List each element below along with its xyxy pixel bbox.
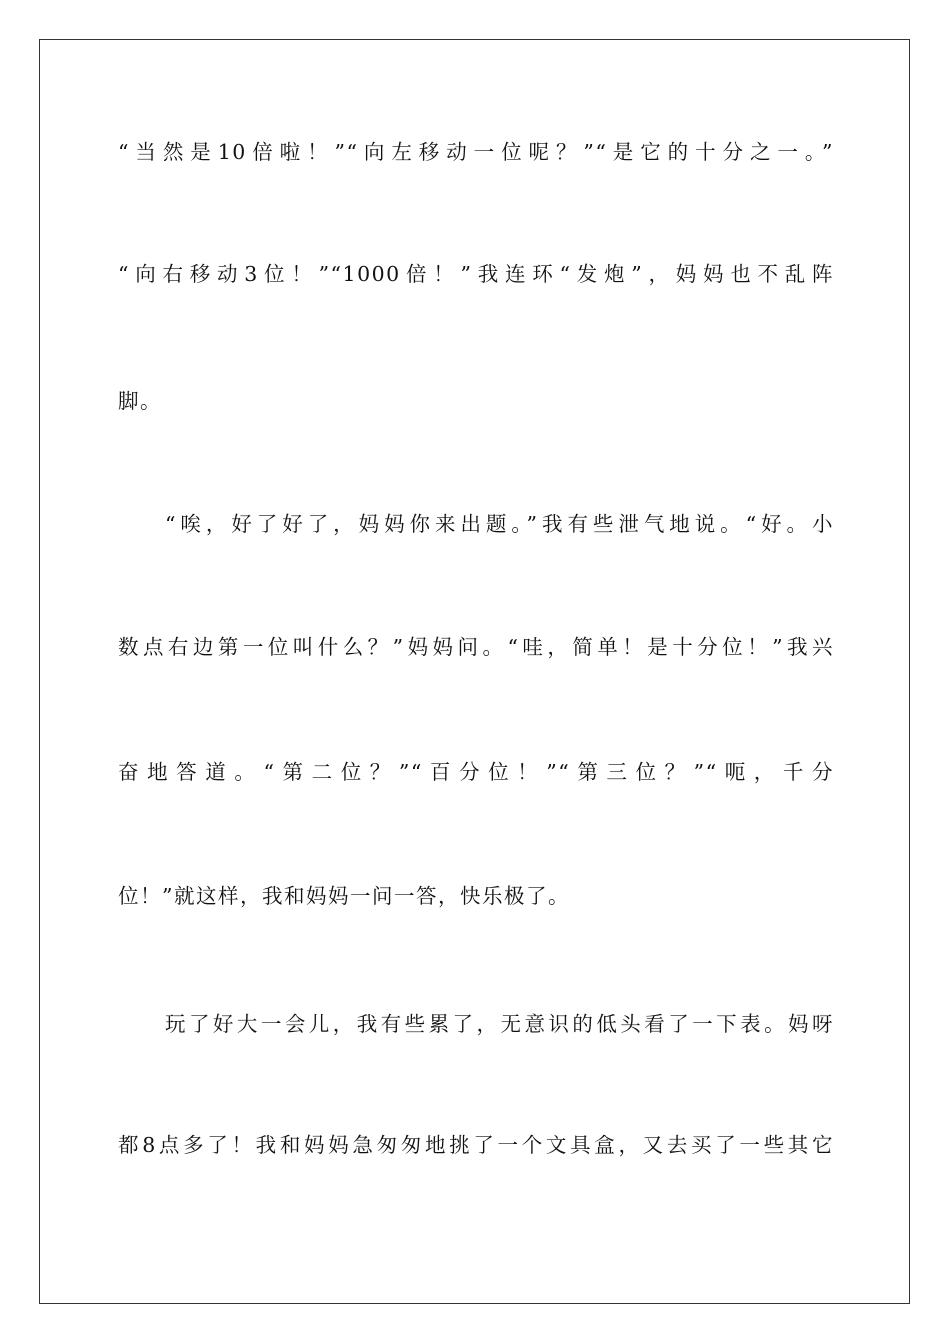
text-line-7: 位！”就这样，我和妈妈一问一答，快乐极了。	[118, 884, 570, 908]
text-line-2: “向右移动3位！”“1000倍！”我连环“发炮”，妈妈也不乱阵	[118, 262, 834, 286]
text-line-8: 玩了好大一会儿，我有些累了，无意识的低头看了一下表。妈呀	[165, 1012, 834, 1036]
text-line-5: 数点右边第一位叫什么？”妈妈问。“哇，简单！是十分位！”我兴	[118, 635, 834, 659]
text-line-1: “当然是10倍啦！”“向左移动一位呢？”“是它的十分之一。”	[118, 140, 834, 164]
page-border	[39, 39, 910, 1304]
text-line-3: 脚。	[118, 389, 162, 413]
text-line-4: “唉，好了好了，妈妈你来出题。”我有些泄气地说。“好。小	[165, 512, 834, 536]
text-line-9: 都8点多了！我和妈妈急匆匆地挑了一个文具盒，又去买了一些其它	[118, 1133, 834, 1157]
text-line-6: 奋地答道。“第二位？”“百分位！”“第三位？”“呃，千分	[118, 760, 834, 784]
